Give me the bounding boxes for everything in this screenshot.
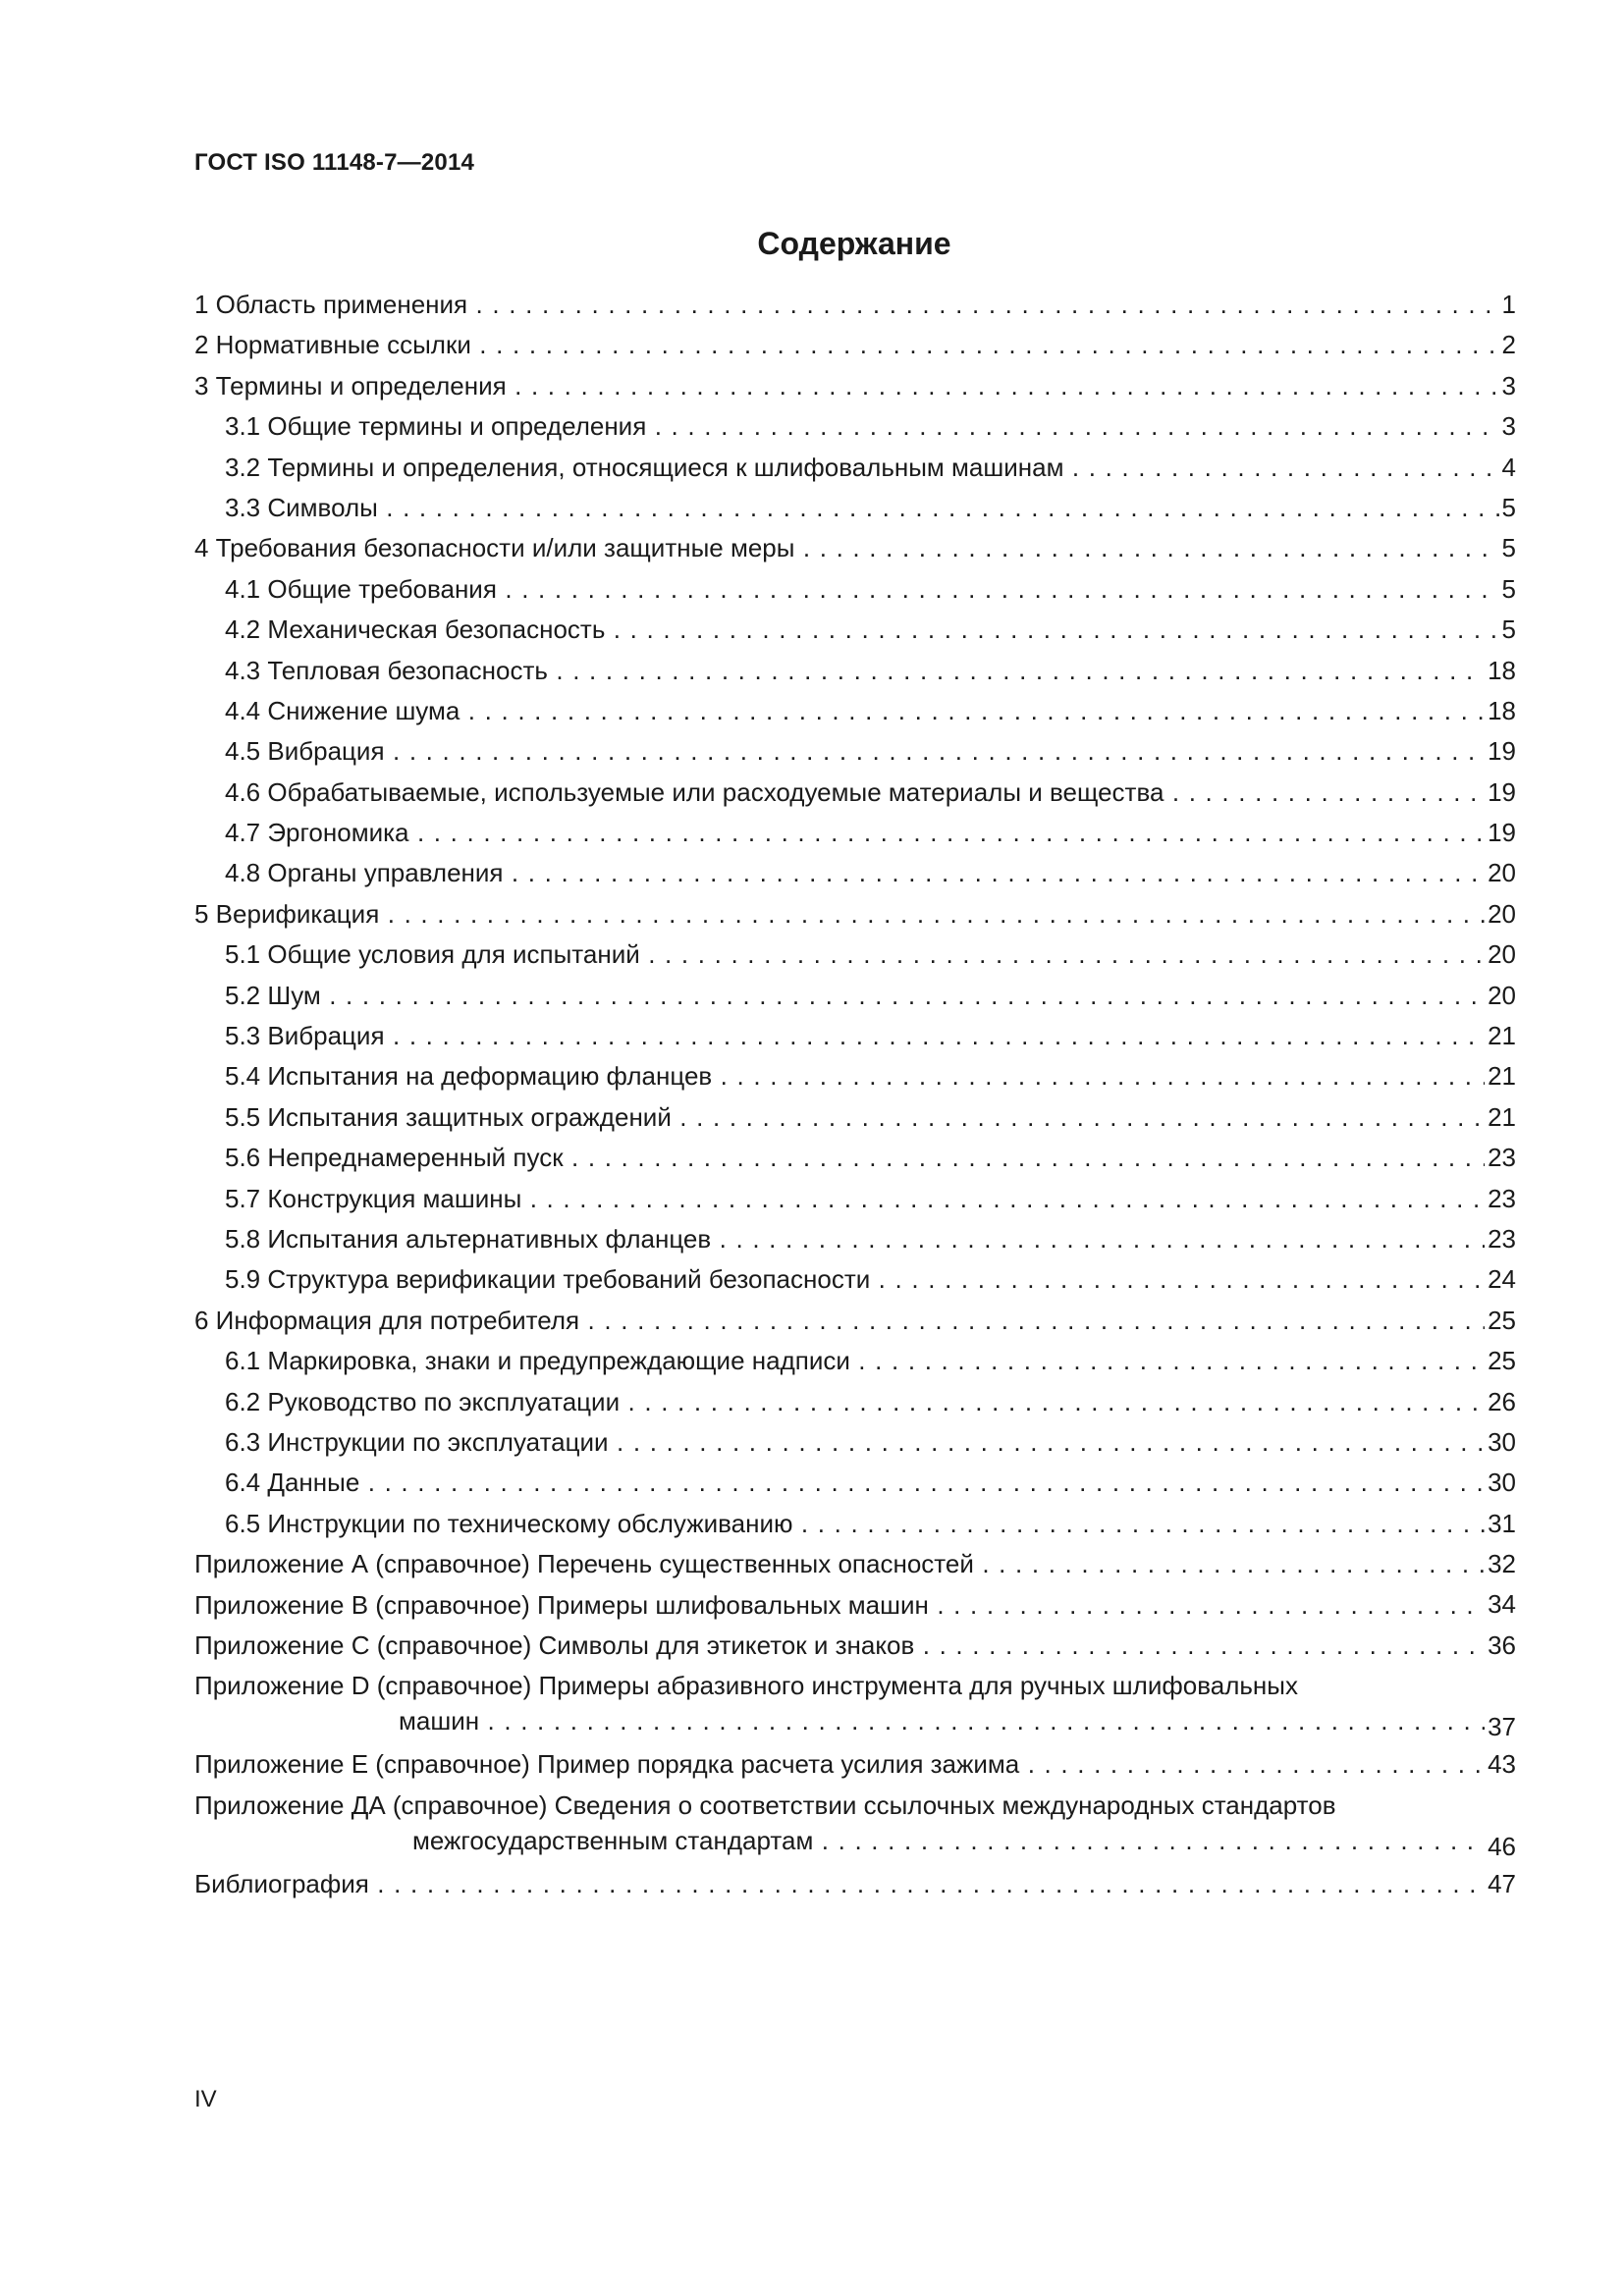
toc-entry[interactable] (194, 448, 1516, 488)
toc-entry-title: 6.3 Инструкции по эксплуатации . . . (225, 1427, 1516, 1457)
toc-entry-title: 5.2 Шум . . . (225, 981, 1516, 1010)
toc-entry-title: 5.3 Вибрация . . . (225, 1021, 1516, 1050)
toc-entry-page: 25 (1485, 1341, 1516, 1381)
toc-entry-title: 1 Область применения . . . (194, 290, 1516, 319)
toc-entry[interactable] (194, 976, 1516, 1016)
toc-entry[interactable] (194, 1744, 1516, 1785)
toc-entry[interactable] (194, 325, 1516, 365)
toc-entry-title: 6.1 Маркировка, знаки и предупреждающие надписи . . . (225, 1346, 1516, 1375)
toc-entry[interactable] (194, 1259, 1516, 1300)
toc-entry-page: 21 (1485, 1097, 1516, 1138)
toc-entry-title: 4.7 Эргономика . . . (225, 818, 1516, 847)
toc-entry-title: 6.2 Руководство по эксплуатации . . . (225, 1387, 1516, 1416)
toc-entry-page: 19 (1485, 773, 1516, 813)
toc-entry-title: Приложение А (справочное) Перечень существенных опасностей . . . (194, 1549, 1516, 1578)
toc-entry[interactable] (194, 1097, 1516, 1138)
toc-entry[interactable] (194, 366, 1516, 406)
toc-entry-title: 5.7 Конструкция машины . . . (225, 1184, 1516, 1213)
toc-entry-page: 19 (1485, 813, 1516, 853)
toc-entry-page: 34 (1485, 1585, 1516, 1626)
toc-entry-title: Приложение ДА (справочное) Сведения о соответствии ссылочных международных стандартов (194, 1789, 1336, 1820)
toc-entry-page: 23 (1485, 1138, 1516, 1178)
toc-entry[interactable] (194, 691, 1516, 731)
toc-entry-page: 47 (1485, 1864, 1516, 1904)
toc-entry[interactable] (194, 651, 1516, 691)
toc-entry[interactable] (194, 1463, 1516, 1503)
toc-entry-page: 21 (1485, 1056, 1516, 1096)
toc-entry-title: 4.8 Органы управления . . . (225, 858, 1516, 887)
toc-entry-page: 19 (1485, 731, 1516, 772)
toc-entry-title: 4 Требования безопасности и/или защитные меры . . . (194, 533, 1516, 562)
toc-entry-page: 18 (1485, 651, 1516, 691)
toc-entry[interactable] (194, 1422, 1516, 1463)
toc-entry-page: 37 (1485, 1709, 1516, 1744)
toc-entry[interactable] (194, 569, 1516, 610)
toc-entry[interactable] (194, 1585, 1516, 1626)
toc-entry-page: 30 (1485, 1463, 1516, 1503)
toc-entry[interactable] (194, 1016, 1516, 1056)
toc-entry[interactable] (194, 1341, 1516, 1381)
toc-entry-title: 5.8 Испытания альтернативных фланцев . . . (225, 1224, 1516, 1254)
toc-entry-page: 5 (1499, 488, 1516, 528)
toc-entry-title: 5.9 Структура верификации требований безопасности . . . (225, 1264, 1516, 1294)
toc-entry[interactable] (194, 1382, 1516, 1422)
toc-entry-title: 4.5 Вибрация . . . (225, 736, 1516, 766)
toc-entry-page: 21 (1485, 1016, 1516, 1056)
toc-entry-page: 1 (1499, 285, 1516, 325)
toc-entry-title: Приложение В (справочное) Примеры шлифовальных машин . . . (194, 1590, 1516, 1620)
toc-entry-title: 4.2 Механическая безопасность . . . (225, 614, 1516, 644)
toc-entry-page: 30 (1485, 1422, 1516, 1463)
toc-entry-title: 5.6 Непреднамеренный пуск . . . (225, 1143, 1516, 1172)
toc-entry[interactable] (194, 934, 1516, 975)
toc-title: Содержание (757, 226, 951, 261)
toc-entry-page: 24 (1485, 1259, 1516, 1300)
toc-entry-page: 2 (1499, 325, 1516, 365)
toc-entry-page: 18 (1485, 691, 1516, 731)
toc-entry-title: 4.6 Обрабатываемые, используемые или расходуемые материалы и вещества . . . (225, 777, 1516, 807)
toc-entry-title: 5.1 Общие условия для испытаний . . . (225, 939, 1516, 969)
toc-entry[interactable] (194, 1219, 1516, 1259)
toc-entry[interactable] (194, 406, 1516, 447)
document-code: ГОСТ ISO 11148-7—2014 (194, 149, 475, 176)
toc-entry[interactable] (194, 488, 1516, 528)
toc-entry-title: 3 Термины и определения . . . (194, 371, 1516, 400)
table-of-contents (194, 285, 1516, 1904)
toc-entry-title: 6 Информация для потребителя . . . (194, 1306, 1516, 1335)
toc-entry-page: 5 (1499, 569, 1516, 610)
toc-entry[interactable] (194, 894, 1516, 934)
toc-entry-title: Приложение D (справочное) Примеры абразивного инструмента для ручных шлифовальных (194, 1671, 1298, 1701)
toc-entry[interactable] (194, 1864, 1516, 1904)
toc-entry-page: 20 (1485, 853, 1516, 893)
toc-entry-title: 4.3 Тепловая безопасность . . . (225, 656, 1516, 685)
toc-entry-page: 32 (1485, 1544, 1516, 1584)
toc-entry[interactable] (194, 1666, 1516, 1744)
toc-entry-title: 5.4 Испытания на деформацию фланцев . . . (225, 1061, 1516, 1091)
toc-entry-page: 46 (1485, 1829, 1516, 1864)
toc-entry-page: 5 (1499, 610, 1516, 650)
toc-entry-title: 6.5 Инструкции по техническому обслуживанию . . . (225, 1509, 1516, 1538)
toc-entry-title: 6.4 Данные . . . (225, 1468, 1516, 1497)
toc-entry-page: 23 (1485, 1219, 1516, 1259)
toc-entry[interactable] (194, 1786, 1516, 1864)
toc-entry-title: 4.1 Общие требования . . . (225, 574, 1516, 604)
page-number: IV (194, 2086, 217, 2112)
toc-entry[interactable] (194, 1504, 1516, 1544)
toc-entry-title-continuation: межгосударственным стандартам . . . (194, 1823, 1516, 1858)
toc-entry-page: 26 (1485, 1382, 1516, 1422)
toc-entry-page: 3 (1499, 406, 1516, 447)
toc-entry-title: 3.3 Символы . . . (225, 493, 1516, 522)
toc-entry[interactable] (194, 1179, 1516, 1219)
toc-entry-page: 43 (1485, 1744, 1516, 1785)
toc-entry-title: 2 Нормативные ссылки . . . (194, 330, 1516, 359)
toc-entry-title: 5 Верификация . . . (194, 899, 1516, 929)
toc-entry[interactable] (194, 528, 1516, 568)
toc-entry[interactable] (194, 773, 1516, 813)
toc-entry-title: 5.5 Испытания защитных ограждений . . . (225, 1102, 1516, 1132)
toc-entry-page: 4 (1499, 448, 1516, 488)
toc-entry-title: 3.1 Общие термины и определения . . . (225, 411, 1516, 441)
toc-entry-title: 4.4 Снижение шума . . . (225, 696, 1516, 725)
toc-entry-page: 23 (1485, 1179, 1516, 1219)
toc-entry-page: 25 (1485, 1301, 1516, 1341)
toc-entry-title: Приложение С (справочное) Символы для этикеток и знаков . . . (194, 1630, 1516, 1660)
toc-entry[interactable] (194, 285, 1516, 325)
toc-entry-page: 20 (1485, 894, 1516, 934)
toc-entry[interactable] (194, 1301, 1516, 1341)
toc-entry-page: 3 (1499, 366, 1516, 406)
toc-entry[interactable] (194, 853, 1516, 893)
toc-entry-page: 31 (1485, 1504, 1516, 1544)
toc-entry-title-continuation: машин . . . (194, 1703, 1516, 1738)
toc-entry[interactable] (194, 610, 1516, 650)
toc-entry[interactable] (194, 1544, 1516, 1584)
toc-entry[interactable] (194, 813, 1516, 853)
toc-entry-page: 5 (1499, 528, 1516, 568)
toc-entry-title: 3.2 Термины и определения, относящиеся к шлифовальным машинам . . . (225, 453, 1516, 482)
toc-entry[interactable] (194, 731, 1516, 772)
toc-entry-title: Приложение Е (справочное) Пример порядка расчета усилия зажима . . . (194, 1749, 1516, 1779)
toc-entry-title: Библиография . . . (194, 1869, 1516, 1898)
toc-entry-page: 20 (1485, 976, 1516, 1016)
toc-entry[interactable] (194, 1138, 1516, 1178)
toc-entry[interactable] (194, 1056, 1516, 1096)
toc-entry[interactable] (194, 1626, 1516, 1666)
toc-entry-page: 20 (1485, 934, 1516, 975)
toc-entry-page: 36 (1485, 1626, 1516, 1666)
